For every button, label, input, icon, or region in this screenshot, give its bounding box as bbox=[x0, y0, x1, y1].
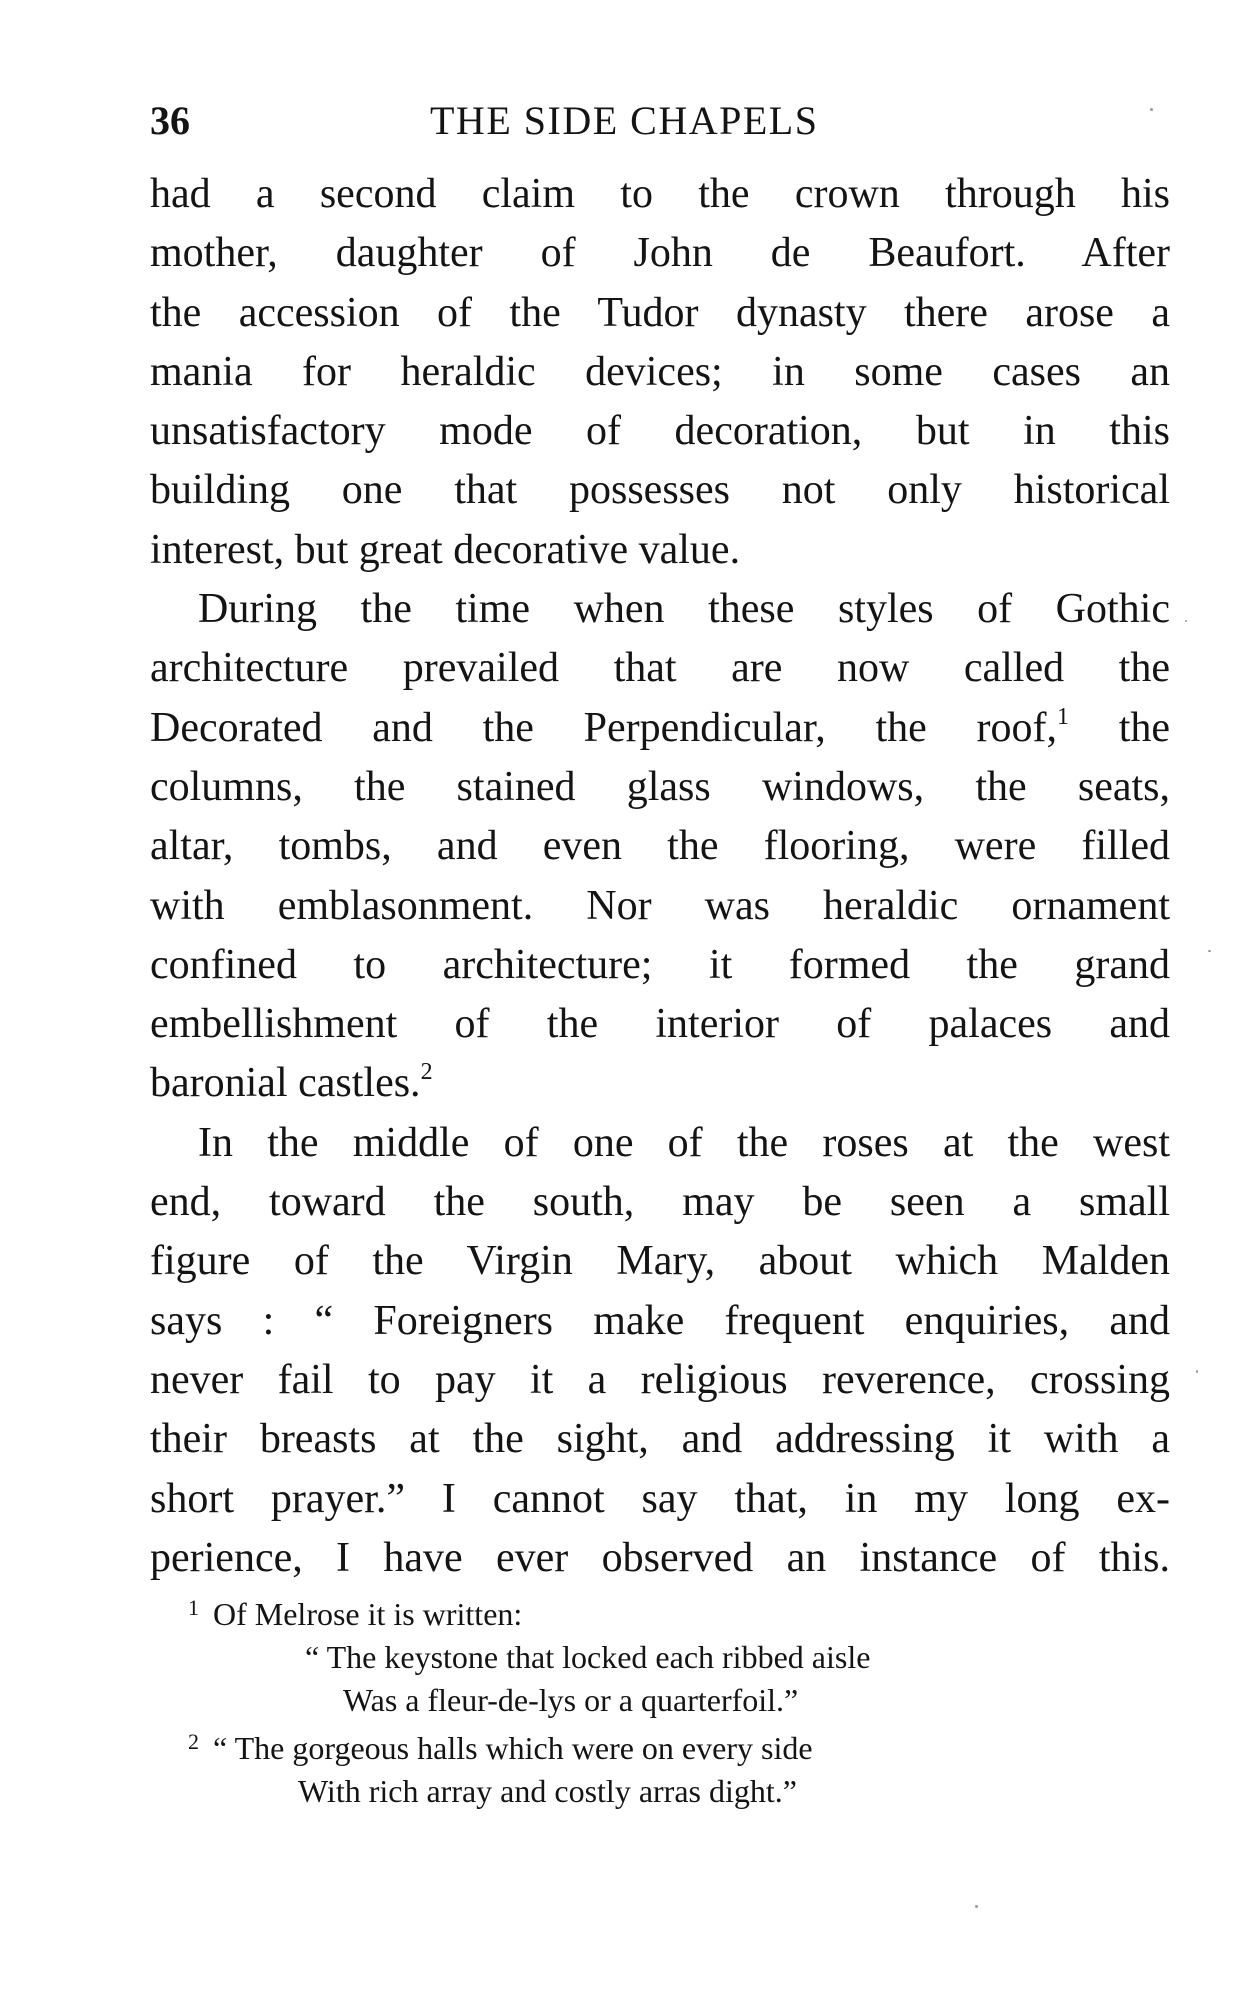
footnote-text: Of Melrose it is written: bbox=[213, 1596, 523, 1632]
text-line: altar, tombs, and even the flooring, were filled bbox=[150, 823, 1170, 870]
text-line: short prayer.” I cannot say that, in my long ex- bbox=[150, 1475, 1170, 1522]
text-line: unsatisfactory mode of decoration, but in this bbox=[150, 408, 1170, 455]
text-line: mother, daughter of John de Beaufort. After bbox=[150, 230, 1170, 277]
text-line-part: baronial castles. bbox=[150, 1060, 421, 1107]
text-line: the accession of the Tudor dynasty there arose a bbox=[150, 289, 1170, 336]
text-line: never fail to pay it a religious reverence, crossing bbox=[150, 1356, 1170, 1403]
scan-speck bbox=[1185, 620, 1187, 622]
footnote-1 bbox=[188, 1593, 522, 1639]
text-line: embellishment of the interior of palaces and bbox=[150, 1001, 1170, 1048]
running-title: THE SIDE CHAPELS bbox=[430, 98, 819, 143]
text-line-part: the bbox=[1068, 704, 1171, 751]
page-number: 36 bbox=[150, 98, 190, 143]
running-head bbox=[150, 96, 1170, 146]
scan-speck bbox=[975, 1905, 978, 1908]
body-text bbox=[150, 165, 1170, 1588]
footnote-2-verse-line: With rich array and costly arras dight.” bbox=[298, 1773, 797, 1809]
scan-speck bbox=[1150, 108, 1153, 111]
scan-speck bbox=[1196, 1370, 1198, 1373]
footnote-ref-1: 1 bbox=[1056, 703, 1069, 730]
footnote-marker: 2 bbox=[188, 1729, 199, 1754]
text-line: had a second claim to the crown through his bbox=[150, 171, 1170, 217]
text-line: mania for heraldic devices; in some cases an bbox=[150, 348, 1170, 395]
paragraph-3 bbox=[150, 1114, 1170, 1588]
text-line: perience, I have ever observed an instance of this. bbox=[150, 1534, 1170, 1581]
footnote-marker: 1 bbox=[188, 1595, 199, 1620]
text-line: architecture prevailed that are now called the bbox=[150, 645, 1170, 692]
paragraph-1 bbox=[150, 165, 1170, 580]
text-line: columns, the stained glass windows, the seats, bbox=[150, 763, 1170, 810]
footnote-text: “ The gorgeous halls which were on every side bbox=[213, 1730, 813, 1766]
footnote-ref-2: 2 bbox=[420, 1059, 433, 1086]
text-line: confined to architecture; it formed the grand bbox=[150, 941, 1170, 988]
paragraph-2 bbox=[150, 580, 1170, 1114]
text-line: their breasts at the sight, and addressing it with a bbox=[150, 1416, 1170, 1463]
text-line: building one that possesses not only historical bbox=[150, 467, 1170, 514]
footnote-2 bbox=[188, 1727, 813, 1773]
text-line: figure of the Virgin Mary, about which Malden bbox=[150, 1238, 1170, 1285]
text-line: interest, but great decorative value. bbox=[150, 526, 741, 573]
scan-speck bbox=[1208, 950, 1211, 952]
text-line: end, toward the south, may be seen a small bbox=[150, 1179, 1170, 1226]
footnote-1-verse-line: “ The keystone that locked each ribbed aisle bbox=[305, 1639, 871, 1675]
text-line: says : “ Foreigners make frequent enquiries, and bbox=[150, 1297, 1170, 1344]
text-line: In the middle of one of the roses at the west bbox=[198, 1119, 1170, 1166]
footnote-1-verse-line: Was a fleur-de-lys or a quarterfoil.” bbox=[343, 1682, 799, 1718]
text-line: During the time when these styles of Gothic bbox=[198, 586, 1170, 633]
text-line-with-note bbox=[150, 1054, 1170, 1113]
text-line-part: Decorated and the Perpendicular, the roof, bbox=[150, 704, 1057, 751]
text-line-with-note bbox=[150, 699, 1170, 758]
text-line: with emblasonment. Nor was heraldic ornament bbox=[150, 882, 1170, 929]
